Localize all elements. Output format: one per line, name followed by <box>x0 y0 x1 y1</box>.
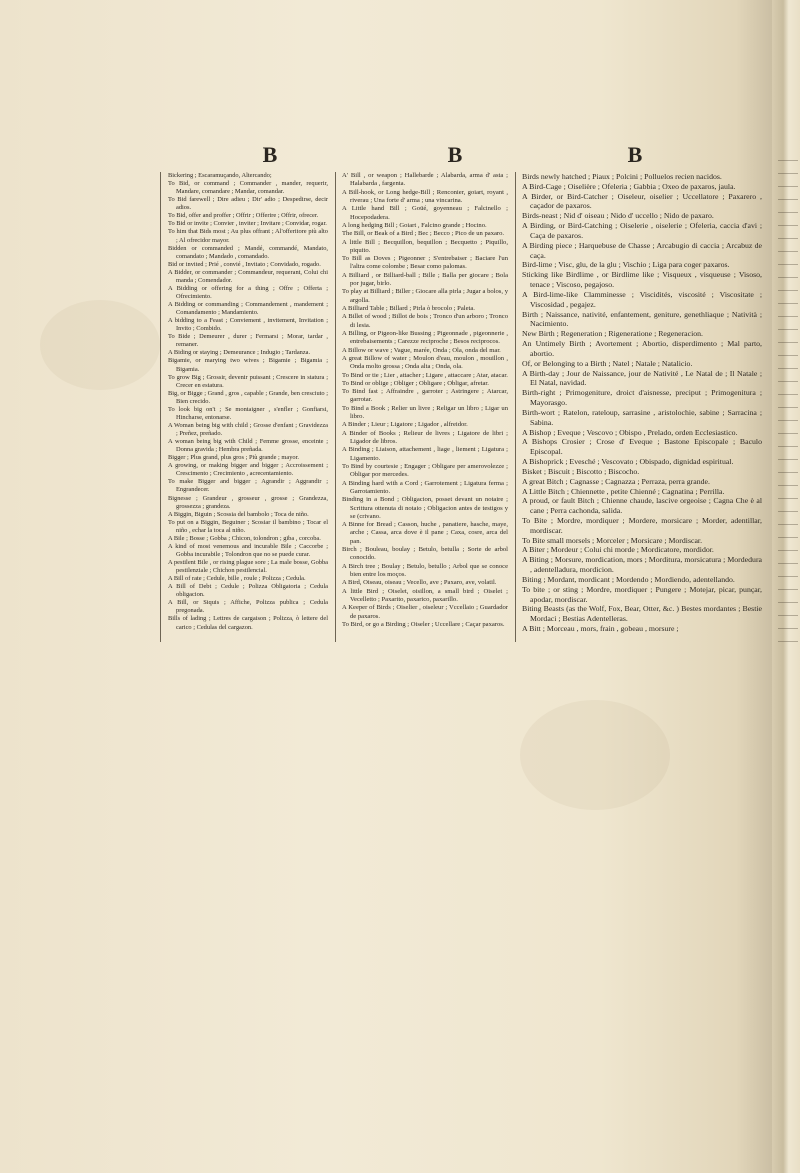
dictionary-entry: A Bill of Debt ; Cedule ; Polizza Obligatoria ; Cedula obligacion. <box>168 583 328 599</box>
column-header-1: B <box>262 142 278 167</box>
dictionary-entry: Big, or Bigge ; Grand , gros , capable ; Grande, ben cresciuto ; Bien crecido. <box>168 389 328 405</box>
dictionary-entry: A Biggin, Biguin ; Scossia del bambolo ; Toca de niño. <box>168 510 309 518</box>
column-header-3: B <box>627 142 643 167</box>
paper-stain <box>520 700 670 810</box>
dictionary-entry: A great Billow of water ; Moulon d'eau, moulon , mouillon , Onda molto grossa ; Onda alta ; Onda, ola. <box>342 354 508 371</box>
dictionary-entry: A Bird-Cage ; Oiselière ; Ofeleria ; Gabbia ; Oxeo de paxaros, jaula. <box>522 181 736 191</box>
dictionary-entry: To put on a Biggin, Beguiner ; Scosiar il bambino ; Tocar el niño , echar la toca al niño. <box>168 518 328 534</box>
dictionary-entry: To bite ; or sting ; Mordre, mordiquer ; Pungere ; Motejar, picar, punçar, apodar, mordiscar. <box>522 584 762 604</box>
paper-stain <box>40 300 160 390</box>
dictionary-entry: A little Bird ; Oiselet, oisillon, a small bird ; Oiselet ; Vecelletto ; Paxarito, paxarico, paxarillo. <box>342 587 508 603</box>
dictionary-entry: A proud, or fault Bitch ; Chienne chaude, lascive orgeoise ; Cagna Che è al cane ; Perra cachonda, salida. <box>522 496 762 516</box>
dictionary-entry: A Biding or staying ; Demeurance ; Indugio ; Tardanza. <box>168 349 311 357</box>
dictionary-entry: A Bill of rate ; Cedule, bille , roule ; Polizza ; Cedula. <box>168 575 306 583</box>
dictionary-entry: To Bite small morsels ; Morceler ; Morsicare ; Mordiscar. <box>522 535 703 545</box>
dictionary-entry: To play at Billiard ; Biller ; Giocare alla pirla ; Jugar a bolos, y argolla. <box>342 288 508 304</box>
column-divider <box>515 172 516 642</box>
dictionary-entry: A woman being big with Child ; Femme grosse, enceinte ; Donna gravida ; Hembra preñada. <box>168 438 328 454</box>
dictionary-entry: A Bird-lime-like Clamminesse ; Viscidités, viscosité ; Viscositate ; Viscosidad , pegajez. <box>522 289 762 309</box>
dictionary-entry: A Birch tree ; Boulay ; Betulo, betullo ; Arbol que se conoce bien entre los moços. <box>342 562 508 578</box>
dictionary-entry: A pestilent Bile , or rising plague sore ; La male bosse, Gobba pestilenziale ; Chichon pestilencial. <box>168 559 328 575</box>
dictionary-entry: To look big on't ; Se montaigner , s'enfler ; Gonfiarsi, Hincharse, entonarse. <box>168 405 328 421</box>
dictionary-entry: To Bid farewell ; Dire adieu ; Dir' adio ; Despedirse, decir adios. <box>168 196 328 212</box>
facing-page-text <box>778 150 798 650</box>
dictionary-entry: To Bid or invite ; Convier , inviter ; Invitare ; Convidar, rogar. <box>168 220 327 228</box>
dictionary-entry: A Biting ; Morsure, mordication, mors ; Morditura, morsicatura ; Mordedura , adentelladura, mordicion. <box>522 555 762 575</box>
dictionary-entry: Bickering ; Escaramuçando, Altercando; <box>168 172 272 179</box>
dictionary-entry: Birds newly hatched ; Piaux ; Polcini ; Polluelos recien nacidos. <box>522 172 722 181</box>
dictionary-entry: To make Bigger and bigger ; Agrandir ; Aggrandir ; Engrandecer. <box>168 478 328 494</box>
dictionary-entry: A' Bill , or weapon ; Hallebarde ; Alabarda, arma d' asta ; Halabarda , fargenta. <box>342 172 508 188</box>
dictionary-entry: A long hedging Bill ; Goiart , Falcino grande ; Hocino. <box>342 221 487 229</box>
column-header-2: B <box>447 142 463 167</box>
dictionary-entry: To Bind fast ; Affraindre , garroter ; Astringere ; Atarcar, garrotar. <box>342 388 508 404</box>
dictionary-entry: Biting ; Mordant, mordicant ; Mordendo ; Mordiendo, adentellando. <box>522 574 735 584</box>
dictionary-entry: A Bill-hook, or Long hedge-Bill ; Renconier, goiart, royant , riverau ; Una forte d' arma ; una vincarina. <box>342 188 508 204</box>
dictionary-entry: Birds-neast ; Nid d' oiseau ; Nido d' uccello ; Nido de paxaro. <box>522 211 714 221</box>
dictionary-entry: A Bishops Crosier ; Crose d' Eveque ; Bastone Episcopale ; Baculo Episcopal. <box>522 437 762 457</box>
dictionary-entry: A great Bitch ; Cagnasse ; Cagnazza ; Perraza, perra grande. <box>522 476 710 486</box>
dictionary-entry: A Keeper of Birds ; Oiselier , oiseleur ; Vccellaio ; Guardador de paxaros. <box>342 604 508 620</box>
dictionary-entry: A Biter ; Mordeur ; Colui chi morde ; Mordicatore, mordidor. <box>522 545 714 555</box>
dictionary-column-2 <box>342 172 508 629</box>
dictionary-entry: The Bill, or Beak of a Bird ; Bec ; Becco ; Pico de un paxaro. <box>342 230 505 238</box>
dictionary-entry: To Bid, offer and proffer ; Offrir ; Offerire ; Offrir, ofrecer. <box>168 212 319 220</box>
dictionary-entry: A Bile ; Bosse ; Gobba ; Chicon, tolondron ; giba , corcoba. <box>168 534 321 542</box>
dictionary-entry: A Bishop ; Eveque ; Vescovo ; Obispo , Prelado, orden Ecclesiastico. <box>522 427 738 437</box>
dictionary-entry: A Bitt ; Morceau , mors, frain , gobeau , morsure ; <box>522 624 679 634</box>
dictionary-entry: To Bill as Doves ; Pigeonner ; S'entrebaiser ; Baciare l'un l'altra come colombe ; Besar como palomas. <box>342 255 508 271</box>
dictionary-entry: To Bind or tie ; Lier , attacher ; Ligare , attaccare ; Atar, atacar. <box>342 371 508 379</box>
dictionary-column-3 <box>522 172 762 634</box>
dictionary-entry: Bigger ; Plus grand, plus gros ; Più grande ; mayor. <box>168 454 299 462</box>
dictionary-entry: A Birding, or Bird-Catching ; Oiselerie , oiselerie ; Ofeleria, caccia d'avi ; Caça de paxaros. <box>522 221 762 240</box>
dictionary-entry: A Binder of Books ; Relieur de livres ; Ligatore de libri ; Ligador de libros. <box>342 429 508 445</box>
dictionary-entry: A Bill, or Siquis ; Affiche, Polizza publica ; Cedula pregonada. <box>168 599 328 615</box>
dictionary-entry: To Bind or oblige ; Obliger ; Obligare ; Obligar, afretar. <box>342 379 489 387</box>
dictionary-entry: A Billet of wood ; Billot de bois ; Tronco d'un arboro ; Tronco di lesia. <box>342 313 508 329</box>
dictionary-entry: To Bind a Book ; Relier un livre ; Religar un libro ; Ligar un libro. <box>342 404 508 421</box>
dictionary-entry: A Binne for Bread ; Casson, huche , panatiere, hasche, maye, arche ; Cassa, arca dove è il pane ; Caxa, cosre, arca del pan. <box>342 521 508 545</box>
dictionary-entry: Birth-right ; Primogeniture, droict d'aisnesse, preciput ; Primogenitura ; Mayorasgo. <box>522 388 762 408</box>
dictionary-entry: To Bird, or go a Birding ; Oiseler ; Uccellare ; Caçar paxaros. <box>342 620 505 628</box>
dictionary-entry: A Binding ; Liaison, attachement , liage , liement ; Ligatura ; Ligamento. <box>342 446 508 462</box>
dictionary-entry: Bid or invited ; Prié , convié , Invitato ; Convidado, rogado. <box>168 260 321 268</box>
dictionary-entry: A Bidding or commanding ; Commandement , mandement ; Comandamento ; Mandamiento. <box>168 301 328 317</box>
dictionary-entry: New Birth ; Regeneration ; Rigeneratione ; Regeneracion. <box>522 329 703 339</box>
dictionary-entry: A Billing, or Pigeon-like Bussing ; Pigeonnade , pigeonnerie , entrebaisements ; Carezze reciproche ; Besos reciprocos. <box>342 329 508 346</box>
dictionary-entry: A Billiard , or Billiard-ball ; Bille ; Balla per giocare ; Bola por jugar, birlo. <box>342 271 508 288</box>
dictionary-entry: A Birder, or Bird-Catcher ; Oiseleur, oiselier ; Uccellatore ; Paxarero , caçador de paxaros. <box>522 191 762 211</box>
dictionary-column-1 <box>168 172 328 632</box>
dictionary-entry: Biting Beasts (as the Wolf, Fox, Bear, Otter, &c. ) Bestes mordantes ; Bestie Mordaci ; Bestias Adentelleras. <box>522 604 762 624</box>
column-divider <box>160 172 161 642</box>
dictionary-entry: A kind of most venemous and incurable Bile ; Caccorbe ; Gobba incurabile ; Tolondron que no se puede curar. <box>168 542 328 558</box>
dictionary-entry: A Woman being big with child ; Grosse d'enfant ; Gravidezza ; Preñez, preñado. <box>168 421 328 437</box>
dictionary-entry: A Bishoprick ; Evesché ; Vescovato ; Obispado, dignidad espiritual. <box>522 457 734 467</box>
dictionary-entry: Bird-lime ; Visc, glu, de la glu ; Vischio ; Liga para coger paxaros. <box>522 260 730 270</box>
column-divider <box>335 172 336 642</box>
dictionary-entry: Sticking like Birdlime , or Birdlime like ; Visqueux , visqueuse ; Visoso, tenace ; Viscoso, pegajoso. <box>522 270 762 290</box>
dictionary-entry: To Bind by courtesie ; Engager ; Obligare per amerovolezze ; Obligar por mercedes. <box>342 462 508 479</box>
dictionary-entry: Of, or Belonging to a Birth ; Natel ; Natale ; Natalicio. <box>522 358 693 368</box>
dictionary-entry: A Billow or wave ; Vague, marée, Onda ; Ola, onda del mar. <box>342 346 501 354</box>
dictionary-entry: A growing, or making bigger and bigger ; Accroissement ; Crescimento ; Crecimiento , acrecentamiento. <box>168 462 328 478</box>
dictionary-entry: A Bidder, or commander ; Commandeur, requerant, Colui chi manda ; Comendador. <box>168 268 328 284</box>
dictionary-entry: To Bid, or command ; Commander , mander, requerir, Mandare, comandare ; Mandar, comandar. <box>168 180 328 196</box>
dictionary-entry: Birth ; Naissance, nativité, enfantement, geniture, genethliaque ; Natività ; Nacimiento. <box>522 309 762 329</box>
dictionary-entry: A Birding piece ; Harquebuse de Chasse ; Arcabugio di caccia ; Arcabuz de caça. <box>522 240 762 260</box>
dictionary-entry: A Little Bitch ; Chiennette , petite Chienné ; Cagnatina ; Perrilla. <box>522 486 725 496</box>
dictionary-entry: Bills of lading ; Lettres de cargaison ; Polizza, ò lettere del carico ; Cedulas del cargazon. <box>168 615 328 631</box>
dictionary-entry: A Little hand Bill ; Goüé, goyenneau ; Falcinello ; Hocepodadera. <box>342 205 508 221</box>
dictionary-entry: Birch ; Bouleau, boulay ; Betulo, betulla ; Sorte de arbol conocido. <box>342 546 508 562</box>
dictionary-entry: A Binding hard with a Cord ; Garrotement ; Ligatura ferma ; Garrotamiento. <box>342 479 508 495</box>
dictionary-entry: Birth-wort ; Ratelon, rateloup, sarrasine , aristolochie, sabine ; Sarracina ; Sabina. <box>522 407 762 427</box>
dictionary-entry: A Bird, Oiseau, oiseau ; Vecello, ave ; Paxaro, ave, volatil. <box>342 579 497 587</box>
dictionary-entry: A bidding to a Feast ; Conviement , invitement, Invitation ; Invito ; Combido. <box>168 317 328 333</box>
dictionary-entry: To Bide ; Demeurer , durer ; Fermarsi ; Morar, tardar , remaner. <box>168 333 328 349</box>
dictionary-entry: Binding in a Bond ; Obligacion, posset devant un notaire ; Scrittura ottenuta di notaio ; Obligacion antes de testigos y se (crivano. <box>342 496 508 520</box>
dictionary-entry: To grow Big ; Grossir, devenir puissant ; Crescere in statura ; Crecer en estatura. <box>168 373 328 389</box>
facing-page-edge <box>772 0 800 1173</box>
dictionary-entry: Bigamie, or marying two wives ; Bigamie ; Bigamia ; Bigamia. <box>168 357 328 373</box>
dictionary-entry: Bisket ; Biscuit ; Biscotto ; Biscocho. <box>522 466 640 476</box>
dictionary-entry: To Bite ; Mordre, mordiquer ; Mordere, morsicare ; Morder, adentillar, mordiscar. <box>522 515 762 535</box>
dictionary-entry: A Birth-day ; Jour de Naissance, jour de Nativité , Le Natal de ; Il Natale ; El Natal, navidad. <box>522 368 762 388</box>
dictionary-entry: A little Bill ; Becquillon, bequillon ; Becquetto ; Piquillo, piquito. <box>342 238 508 254</box>
dictionary-entry: A Billiard Table ; Billard ; Pirla ò brocolo ; Paleta. <box>342 305 475 312</box>
dictionary-entry: Bignesse ; Grandeur , grosseur , grosse ; Grandezza, grossezza ; grandeza. <box>168 494 328 510</box>
dictionary-entry: Bidden or commanded ; Mandé, commandé, Mandato, comandato ; Mandado , comandado. <box>168 244 328 260</box>
dictionary-entry: An Untimely Birth ; Avortement ; Abortio, disperdimento ; Mal parto, abortio. <box>522 339 762 358</box>
dictionary-entry: A Binder ; Lieur ; Ligatore ; Ligador , alfreidor. <box>342 421 468 429</box>
dictionary-entry: A Bidding or offering for a thing ; Offre ; Offerta ; Ofrecimiento. <box>168 284 328 300</box>
dictionary-entry: To him that Bids most ; Au plus offrant ; Al'offeritore più alto ; Al ofrecidor mayor. <box>168 228 328 244</box>
